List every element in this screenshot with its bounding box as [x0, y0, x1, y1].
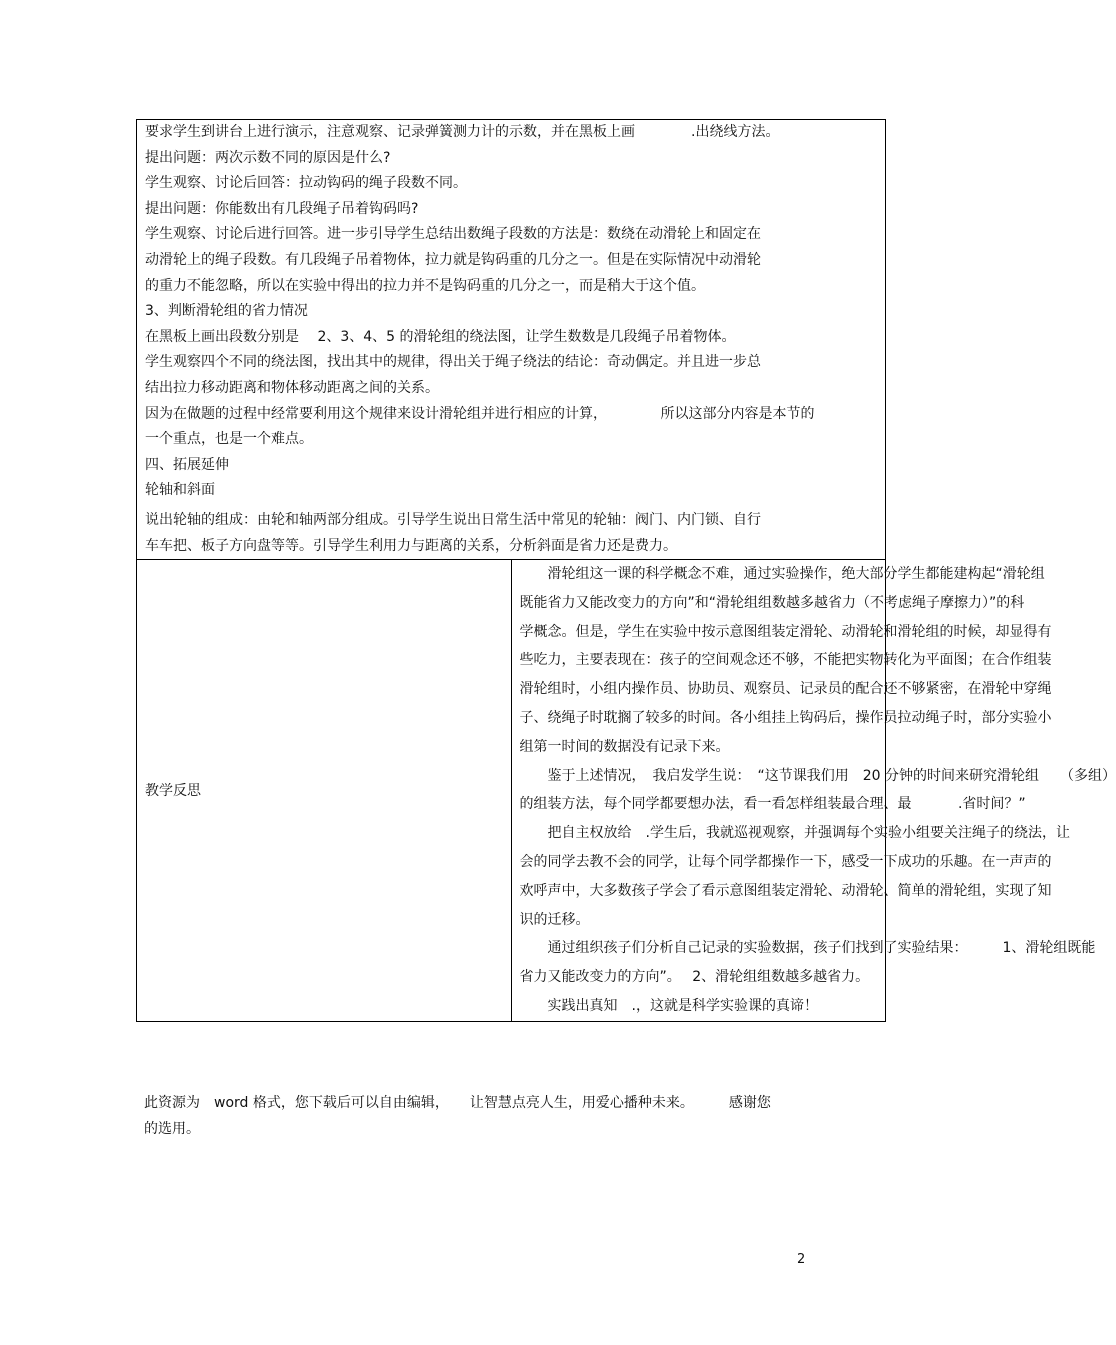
footer-line: 的选用。 [144, 1121, 200, 1137]
paragraph-line: 通过组织孩子们分析自己记录的实验数据，孩子们找到了实验结果： 1、滑轮组既能 [547, 940, 1096, 957]
paragraph-line: 子、绕绳子时耽搁了较多的时间。各小组挂上钩码后，操作员拉动绳子时，部分实验小 [519, 710, 1052, 727]
paragraph-line: 把自主权放给 .学生后，我就巡视观察，并强调每个实验小组要关注绳子的绕法，让 [547, 825, 1070, 842]
paragraph-line: 的组装方法，每个同学都要想办法，看一看怎样组装最合理、最 .省时间？” [519, 796, 1026, 813]
text-line: 学生观察、讨论后进行回答。进一步引导学生总结出数绳子段数的方法是：数绕在动滑轮上和固定在 [145, 226, 761, 243]
paragraph-line: 鉴于上述情况， 我启发学生说： “这节课我们用 20 分钟的时间来研究滑轮组 （多组） [547, 767, 1116, 784]
text-line: 因为在做题的过程中经常要利用这个规律来设计滑轮组并进行相应的计算， 所以这部分内容是本节的 [145, 405, 815, 422]
text-line: 的重力不能忽略，所以在实验中得出的拉力并不是钩码重的几分之一，而是稍大于这个值。 [145, 277, 705, 294]
paragraph-line: 实践出真知 .，这就是科学实验课的真谛！ [547, 998, 818, 1015]
reflection-label-cell [137, 560, 512, 1022]
teaching-process-row [137, 120, 886, 560]
text-line: 动滑轮上的绳子段数。有几段绳子吊着物体，拉力就是钩码重的几分之一。但是在实际情况中动滑轮 [145, 251, 761, 268]
footer-line: 此资源为 word 格式，您下载后可以自由编辑， 让智慧点亮人生，用爱心播种未来。 感谢您 [144, 1095, 771, 1111]
reflection-body-cell [511, 560, 1116, 1022]
text-line: 车车把、板子方向盘等等。引导学生利用力与距离的关系，分析斜面是省力还是费力。 [145, 537, 677, 554]
paragraph-line: 既能省力又能改变力的方向”和“滑轮组组数越多越省力（不考虑绳子摩擦力）”的科 [519, 594, 1025, 611]
section-heading: 3、判断滑轮组的省力情况 [145, 303, 308, 320]
paragraph-line: 识的迁移。 [519, 911, 590, 928]
text-line: 学生观察四个不同的绕法图，找出其中的规律，得出关于绳子绕法的结论：奇动偶定。并且进一步总 [145, 354, 761, 371]
paragraph-line: 欢呼声中，大多数孩子学会了看示意图组装定滑轮、动滑轮、简单的滑轮组，实现了知 [519, 882, 1052, 899]
lesson-table [136, 119, 1116, 1022]
reflection-label: 教学反思 [145, 783, 201, 800]
teaching-process-cell [137, 120, 886, 560]
paragraph-line: 学概念。但是，学生在实验中按示意图组装定滑轮、动滑轮和滑轮组的时候，却显得有 [519, 623, 1052, 640]
text-line: 要求学生到讲台上进行演示，注意观察、记录弹簧测力计的示数，并在黑板上画 .出绕线方法。 [145, 124, 780, 140]
paragraph-line: 省力又能改变力的方向”。 2、滑轮组组数越多越省力。 [519, 969, 870, 986]
text-line: 说出轮轴的组成：由轮和轴两部分组成。引导学生说出日常生活中常见的轮轴：阀门、内门锁、自行 [145, 511, 761, 528]
text-line: 提出问题：两次示数不同的原因是什么? [145, 149, 391, 166]
paragraph-line: 滑轮组这一课的科学概念不难，通过实验操作，绝大部分学生都能建构起“滑轮组 [547, 566, 1045, 583]
text-line: 一个重点，也是一个难点。 [145, 431, 313, 448]
section-heading: 四、拓展延伸 [145, 456, 229, 473]
paragraph-line: 些吃力，主要表现在：孩子的空间观念还不够，不能把实物转化为平面图；在合作组装 [519, 652, 1052, 669]
reflection-row [137, 560, 886, 1022]
paragraph-line: 滑轮组时，小组内操作员、协助员、观察员、记录员的配合还不够紧密，在滑轮中穿绳 [519, 681, 1052, 698]
text-line: 学生观察、讨论后回答：拉动钩码的绳子段数不同。 [145, 175, 467, 192]
paragraph-line: 会的同学去教不会的同学，让每个同学都操作一下，感受一下成功的乐趣。在一声声的 [519, 854, 1052, 871]
text-line: 提出问题：你能数出有几段绳子吊着钩码吗? [145, 200, 419, 217]
text-line: 在黑板上画出段数分别是 2、3、4、5 的滑轮组的绕法图，让学生数数是几段绳子吊着物体。 [145, 328, 736, 345]
page-number: 2 [797, 1252, 806, 1267]
text-line: 结出拉力移动距离和物体移动距离之间的关系。 [145, 379, 439, 396]
subsection-heading: 轮轴和斜面 [145, 482, 215, 499]
paragraph-line: 组第一时间的数据没有记录下来。 [519, 738, 730, 755]
resource-footer [144, 1090, 771, 1142]
